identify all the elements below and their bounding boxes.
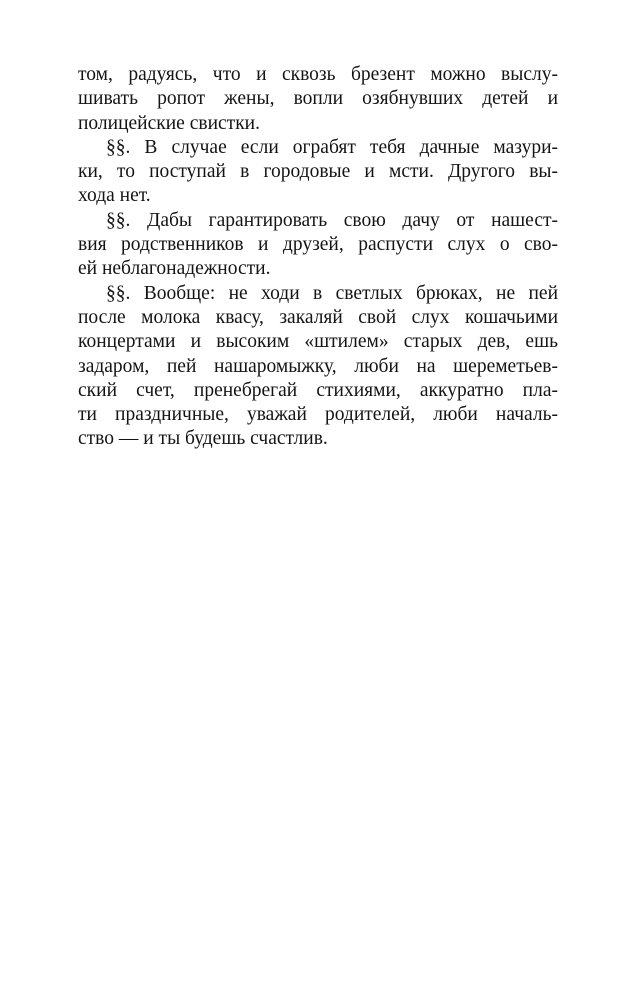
text-line: §§. В случае если ограбят тебя дачные мазури- xyxy=(106,136,558,158)
paragraph xyxy=(78,63,558,136)
text-line: хода нет. xyxy=(78,185,151,207)
paragraph xyxy=(78,209,558,282)
text-line: задаром, пей нашаромыжку, люби на шереметьев- xyxy=(78,355,558,377)
paragraph xyxy=(78,136,558,209)
text-line: после молока квасу, закаляй свой слух кошачьими xyxy=(78,306,558,328)
text-line: вия родственников и друзей, распусти слух о сво- xyxy=(78,234,558,256)
text-line: ки, то поступай в городовые и мсти. Другого вы- xyxy=(78,161,558,183)
text-line: ти праздничные, уважай родителей, люби началь- xyxy=(78,404,558,426)
text-line: том, радуясь, что и сквозь брезент можно выслу- xyxy=(78,64,558,85)
text-line: ство — и ты будешь счастлив. xyxy=(78,428,328,450)
text-line: шивать ропот жены, вопли озябнувших детей и xyxy=(78,88,558,110)
page-text xyxy=(78,63,558,452)
paragraph xyxy=(78,282,558,452)
text-line: полицейские свистки. xyxy=(78,112,260,134)
text-line: §§. Вообще: не ходи в светлых брюках, не пей xyxy=(106,282,558,304)
text-line: ский счет, пренебрегай стихиями, аккуратно пла- xyxy=(78,379,558,401)
text-line: §§. Дабы гарантировать свою дачу от нашест- xyxy=(106,209,558,231)
text-line: концертами и высоким «штилем» старых дев, ешь xyxy=(78,331,558,353)
text-line: ей неблагонадежности. xyxy=(78,258,271,280)
